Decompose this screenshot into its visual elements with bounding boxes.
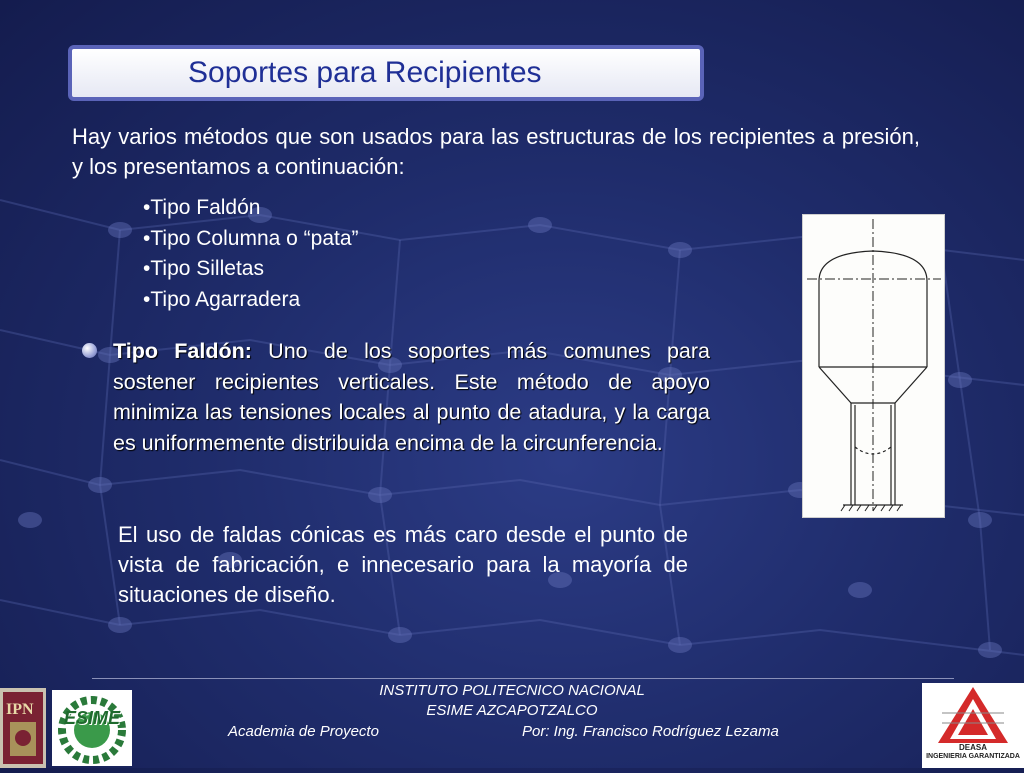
slide-title: Soportes para Recipientes <box>188 56 542 89</box>
method-item-silletas: •Tipo Silletas <box>143 257 264 280</box>
methods-list <box>143 193 359 315</box>
deasa-tagline: INGENIERIA GARANTIZADA <box>926 753 1020 760</box>
title-box <box>68 45 704 101</box>
method-item-agarradera: •Tipo Agarradera <box>143 287 301 311</box>
bullet-icon <box>82 343 97 358</box>
deasa-logo <box>922 683 1024 768</box>
skirt-support-diagram <box>802 214 945 518</box>
intro-paragraph: Hay varios métodos que son usados para las estructuras de los recipientes a presión, y los presentamos a continuación: <box>72 124 920 179</box>
vessel-drawing <box>803 215 944 517</box>
footer-author: Por: Ing. Francisco Rodríguez Lezama <box>522 723 779 740</box>
deasa-name: DEASA <box>958 743 987 752</box>
faldon-paragraph <box>113 336 710 458</box>
esime-logo <box>52 690 132 766</box>
method-item-columna: •Tipo Columna o “pata” <box>143 226 359 250</box>
footer-school: ESIME AZCAPOTZALCO <box>426 702 598 719</box>
footer-institute: INSTITUTO POLITECNICO NACIONAL <box>379 682 645 699</box>
method-item-faldon: •Tipo Faldón <box>143 196 261 219</box>
ipn-logo <box>0 688 46 768</box>
footer-academy: Academia de Proyecto <box>228 723 379 740</box>
conical-skirts-paragraph: El uso de faldas cónicas es más caro desde el punto de vista de fabricación, e innecesario para la mayoría de situaciones de diseño. <box>118 522 688 607</box>
svg-text:IPN: IPN <box>6 701 34 718</box>
esime-logo-text: ESIME <box>63 708 120 728</box>
faldon-description: Uno de los soportes más comunes para sostener recipientes verticales. Este método de apoyo minimiza las tensiones locales al punto de atadura, y la carga es uniformemente distribuida encima de la circunferencia. <box>113 339 710 455</box>
footer-divider <box>92 678 954 679</box>
faldon-heading: Tipo Faldón: <box>113 339 252 363</box>
